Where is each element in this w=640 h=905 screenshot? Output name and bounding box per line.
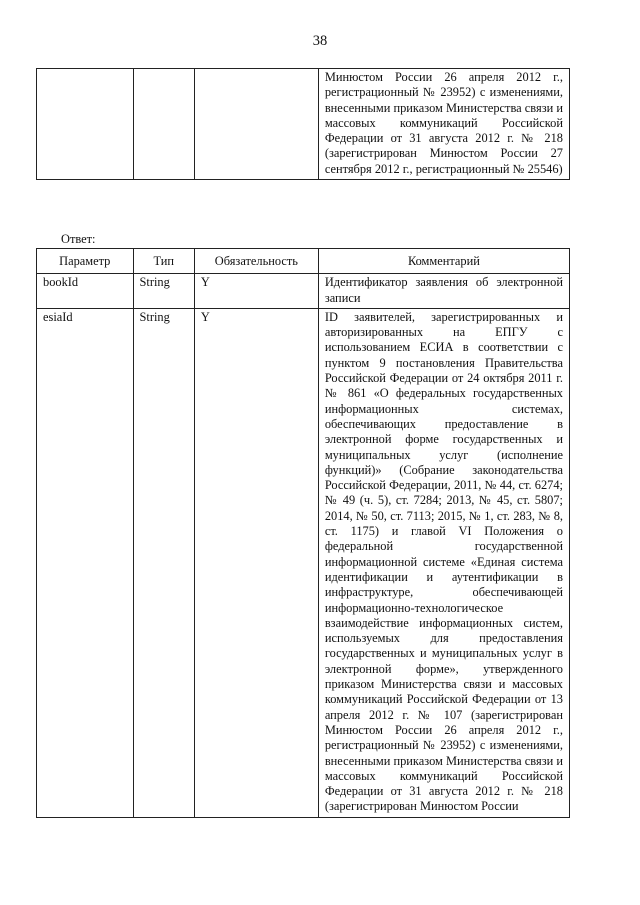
comment-cell: ID заявителей, зарегистрированных и авторизированных на ЕПГУ с использованием ЕСИА в соответствии с пунктом 9 постановления Правительства Российской Федерации от 24 октября 2011 г. № 861 «О федеральных государственных информационных системах, обеспечивающих предоставление в электронной форме государственных и муниципальных услуг (исполнение функций)» (Собрание законодательства Российской Федерации, 2011, № 44, ст. 6274; № 49 (ч. 5), ст. 7284; 2013, № 45, ст. 5807; 2014, № 50, ст. 7113; 2015, № 1, ст. 283, № 8, ст. 1175) и главой VI Положения о федеральной государственной информационной системе «Единая система идентификации и аутентификации в инфраструктуре, обеспечивающей информационно-технологическое взаимодействие информационных систем, используемых для предоставления государственных и муниципальных услуг в электронной форме», утвержденного приказом Министерства связи и массовых коммуникаций Российской Федерации от 13 апреля 2012 г. № 107 (зарегистрирован Минюстом России 26 апреля 2012 г., регистрационный № 23952) с изменениями, внесенными приказом Министерства связи и массовых коммуникаций Российской Федерации от 31 августа 2012 г. № 218 (зарегистрирован Минюстом России — [318, 308, 569, 817]
table-row — [37, 69, 570, 180]
param-cell — [37, 69, 134, 180]
required-cell — [194, 69, 318, 180]
response-table — [36, 248, 570, 818]
header-type: Тип — [133, 249, 194, 274]
table-header-row — [37, 249, 570, 274]
continuation-table — [36, 68, 570, 180]
param-cell: bookId — [37, 274, 134, 309]
required-cell: Y — [194, 308, 318, 817]
comment-cell: Минюстом России 26 апреля 2012 г., регистрационный № 23952) с изменениями, внесенными приказом Министерства связи и массовых коммуникаций Российской Федерации от 31 августа 2012 г. № 218 (зарегистрирован Минюстом России 27 сентября 2012 г., регистрационный № 25546) — [318, 69, 569, 180]
required-cell: Y — [194, 274, 318, 309]
table-row — [37, 274, 570, 309]
type-cell: String — [133, 274, 194, 309]
table-row — [37, 308, 570, 817]
comment-cell: Идентификатор заявления об электронной записи — [318, 274, 569, 309]
type-cell: String — [133, 308, 194, 817]
param-cell: esiaId — [37, 308, 134, 817]
header-comment: Комментарий — [318, 249, 569, 274]
header-param: Параметр — [37, 249, 134, 274]
header-required: Обязательность — [194, 249, 318, 274]
type-cell — [133, 69, 194, 180]
response-label: Ответ: — [61, 232, 96, 246]
page-number: 38 — [312, 33, 328, 49]
